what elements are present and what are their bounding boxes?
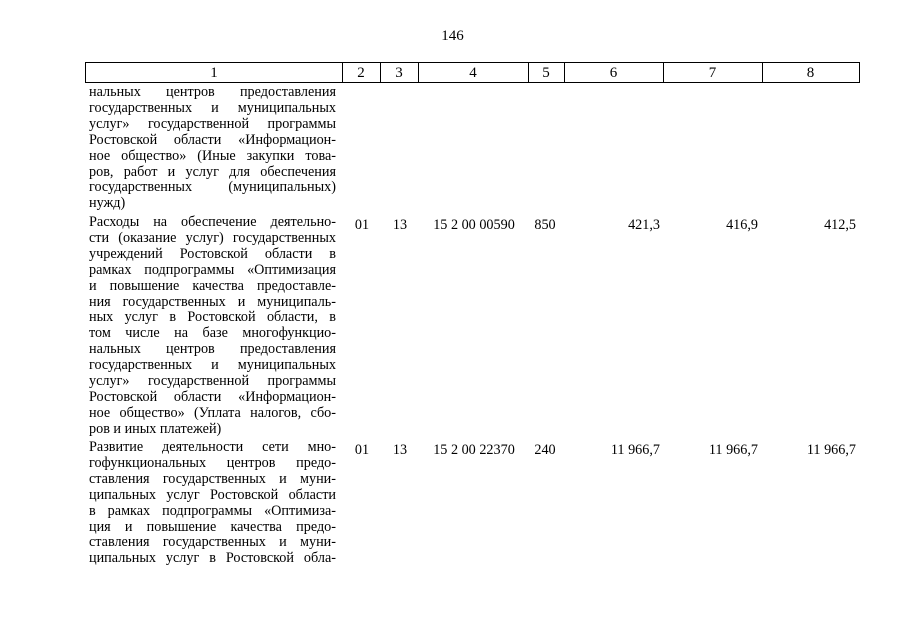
- description-line: ставления государственных и муни-: [89, 470, 336, 487]
- cell-target-article: 15 2 00 22370: [433, 442, 515, 458]
- description-line: том числе на базе многофункцио-: [89, 325, 336, 342]
- table-row-description: [89, 440, 336, 567]
- cell-section: 01: [354, 217, 370, 233]
- cell-target-article: 15 2 00 00590: [433, 217, 515, 233]
- description-line: нужд): [89, 195, 126, 212]
- description-line: ципальных услуг Ростовской области: [89, 486, 336, 503]
- description-line: ципальных услуг в Ростовской обла-: [89, 550, 336, 567]
- description-line: ния государственных и муниципаль-: [89, 293, 336, 310]
- header-col-5: 5: [542, 65, 550, 81]
- cell-amount-col7: 11 966,7: [708, 442, 758, 458]
- cell-amount-col8: 412,5: [824, 217, 856, 233]
- cell-amount-col7: 416,9: [726, 217, 758, 233]
- description-line: Ростовской области «Информацион-: [89, 131, 336, 148]
- description-line: услуг» государственной программы: [89, 115, 336, 132]
- description-line: ставления государственных и муни-: [89, 534, 336, 551]
- description-line: и повышение качества предоставле-: [89, 277, 336, 294]
- description-line: ных услуг в Ростовской области, в: [89, 309, 336, 326]
- table-header: [85, 62, 860, 83]
- cell-subsection: 13: [392, 217, 408, 233]
- description-line: услуг» государственной программы: [89, 373, 336, 390]
- description-line: учреждений Ростовской области в: [89, 245, 336, 262]
- table-row-description: [89, 215, 336, 438]
- description-line: Ростовской области «Информацион-: [89, 388, 336, 405]
- page-number: 146: [441, 28, 464, 44]
- cell-expense-type: 240: [534, 442, 556, 458]
- header-col-6: 6: [609, 65, 618, 81]
- description-line: ров, работ и услуг для обеспечения: [89, 163, 336, 180]
- description-line: государственных и муниципальных: [89, 357, 336, 374]
- description-line: нальных центров предоставления: [89, 341, 336, 358]
- description-line: ное общество» (Иные закупки това-: [89, 147, 336, 164]
- description-line: ное общество» (Уплата налогов, сбо-: [89, 404, 336, 421]
- header-col-4: 4: [469, 65, 477, 81]
- description-line: гофункциональных центров предо-: [89, 454, 336, 471]
- cell-amount-col8: 11 966,7: [806, 442, 856, 458]
- header-col-3: 3: [395, 65, 403, 81]
- table-row-description: [89, 85, 336, 212]
- cell-expense-type: 850: [534, 217, 556, 233]
- cell-section: 01: [354, 442, 370, 458]
- header-col-1: 1: [210, 65, 218, 81]
- cell-amount-col6: 11 966,7: [610, 442, 660, 458]
- description-line: ция и повышение качества предо-: [89, 518, 336, 535]
- description-line: Развитие деятельности сети мно-: [89, 439, 336, 455]
- header-col-7: 7: [708, 65, 717, 81]
- header-col-8: 8: [806, 65, 815, 81]
- description-line: сти (оказание услуг) государственных: [89, 229, 336, 246]
- description-line: нальных центров предоставления: [89, 84, 336, 100]
- description-line: государственных и муниципальных: [89, 99, 336, 116]
- description-line: государственных (муниципальных): [89, 179, 336, 196]
- cell-amount-col6: 421,3: [628, 217, 660, 233]
- description-line: ров и иных платежей): [89, 420, 222, 437]
- description-line: рамках подпрограммы «Оптимизация: [89, 261, 336, 278]
- cell-subsection: 13: [392, 442, 408, 458]
- header-col-2: 2: [357, 65, 365, 81]
- description-line: Расходы на обеспечение деятельно-: [89, 214, 336, 230]
- description-line: в рамках подпрограммы «Оптимиза-: [89, 502, 336, 519]
